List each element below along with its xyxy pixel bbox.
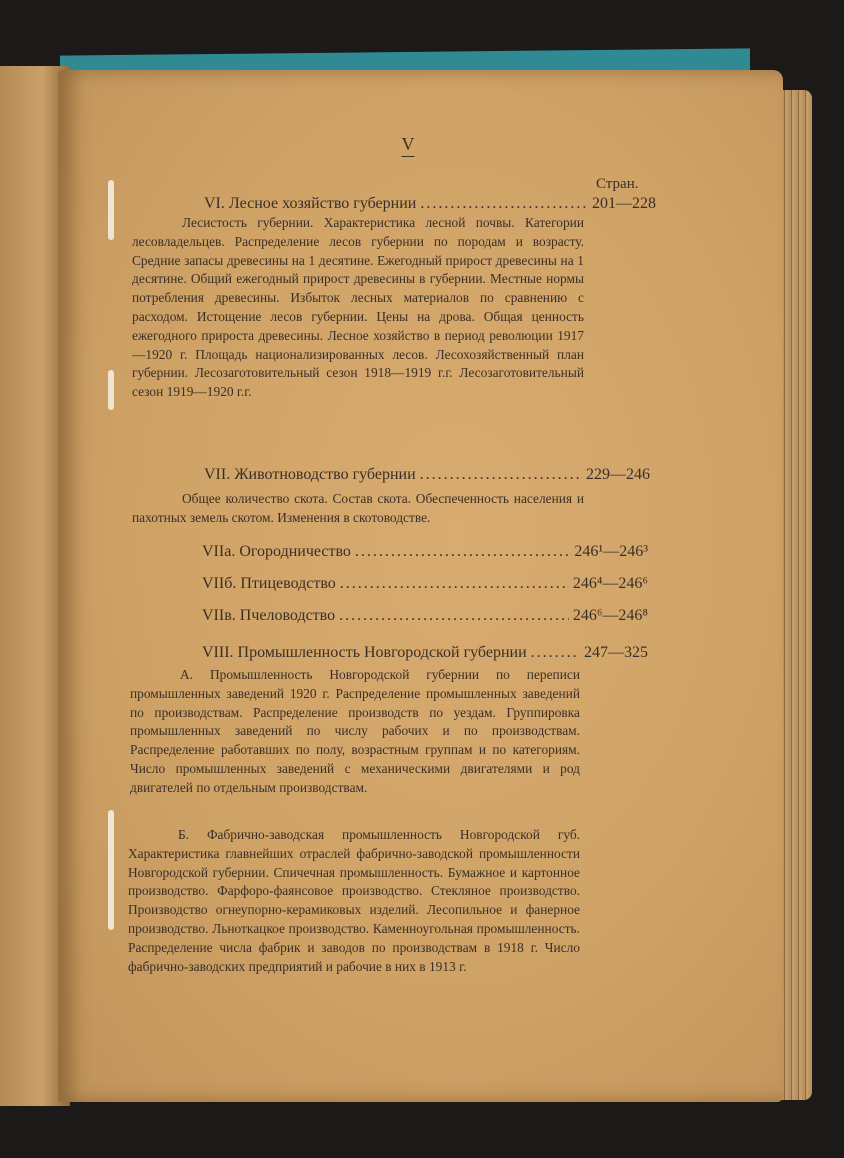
toc-entry-pages: 246⁴—246⁶ — [572, 575, 648, 592]
toc-entry-description: Общее количество скота. Состав скота. Обеспеченность населения и пахотных земель скотом. Изменения в скотоводстве. — [132, 491, 584, 525]
toc-entry-description-b: Б. Фабрично-заводская промышленность Новгородской губ. Характеристика главнейших отраслей фабрично-заводской промышленности Новгородской губернии. Спичечная промышленность. Бумажное и картонное производство. Фарфоро-фаянсовое производство. Стекляное производство. Производство огнеупорно-керамиковых изделий. Лесопильное и фанерное производство. Льноткацкое производство. Каменноугольная промышленность. Распределение числа фабрик и заводов по производствам в 1918 г. Число фабрично-заводских предприятий и рабочие в них в 1913 г. — [128, 827, 580, 974]
toc-entry-livestock — [204, 466, 650, 484]
dot-leader — [531, 644, 580, 662]
binding-stitch — [108, 810, 114, 930]
dot-leader — [339, 607, 569, 625]
binding-stitch — [108, 370, 114, 410]
page-number: V — [401, 134, 415, 154]
toc-entry-pages: 247—325 — [584, 644, 648, 661]
toc-entry-poultry — [202, 575, 648, 593]
toc-entry-title: VIIа. Огородничество — [202, 543, 351, 560]
toc-entry-industry — [202, 644, 648, 662]
toc-entry-title: VIIб. Птицеводство — [202, 575, 336, 592]
toc-entry-pages: 229—246 — [586, 466, 650, 483]
dot-leader — [420, 195, 588, 213]
dot-leader — [355, 543, 570, 561]
binding-stitch — [108, 180, 114, 240]
toc-entry-title: VIII. Промышленность Новгородской губернии — [202, 644, 527, 661]
toc-entry-description-a: А. Промышленность Новгородской губернии по переписи промышленных заведений 1920 г. Распределение промышленных заведений по производствам. Распределение производств по уездам. Группировка промышленных заведений по числу рабочих и по производствам. Распределение работавших по полу, возрастным группам и по категориям. Число промышленных заведений с механическими двигателями и род двигателей по отдельным производствам. — [130, 667, 580, 795]
toc-entry-title: VI. Лесное хозяйство губернии — [204, 195, 417, 212]
toc-entry-gardening — [202, 543, 648, 561]
toc-entry-forestry — [204, 195, 656, 213]
toc-entry-description: Лесистость губернии. Характеристика лесной почвы. Категории лесовладельцев. Распределение лесов губернии по породам и возрасту. Средние запасы древесины на 1 десятине. Ежегодный прирост древесины на 1 десятине. Общий ежегодный прирост древесины в губернии. Местные нормы потребления древесины. Избыток лесных материалов по сравнению с расходом. Истощение лесов губернии. Цены на дрова. Общая ценность ежегодного прироста древесины. Лесное хозяйство в период революции 1917—1920 г. Площадь национализированных лесов. Лесохозяйственный план губернии. Лесозаготовительный сезон 1918—1919 г.г. Лесозаготовительный сезон 1919—1920 г.г. — [132, 215, 584, 400]
dot-leader — [420, 466, 582, 484]
toc-entry-beekeeping — [202, 607, 648, 625]
pages-header: Стран. — [596, 176, 639, 192]
book-page — [58, 70, 783, 1102]
toc-entry-pages: 201—228 — [592, 195, 656, 212]
toc-entry-title: VIIв. Пчеловодство — [202, 607, 336, 624]
toc-entry-pages: 246¹—246³ — [574, 543, 648, 560]
dot-leader — [340, 575, 569, 593]
toc-entry-pages: 246⁶—246⁸ — [572, 607, 648, 624]
toc-entry-title: VII. Животноводство губернии — [204, 466, 416, 483]
